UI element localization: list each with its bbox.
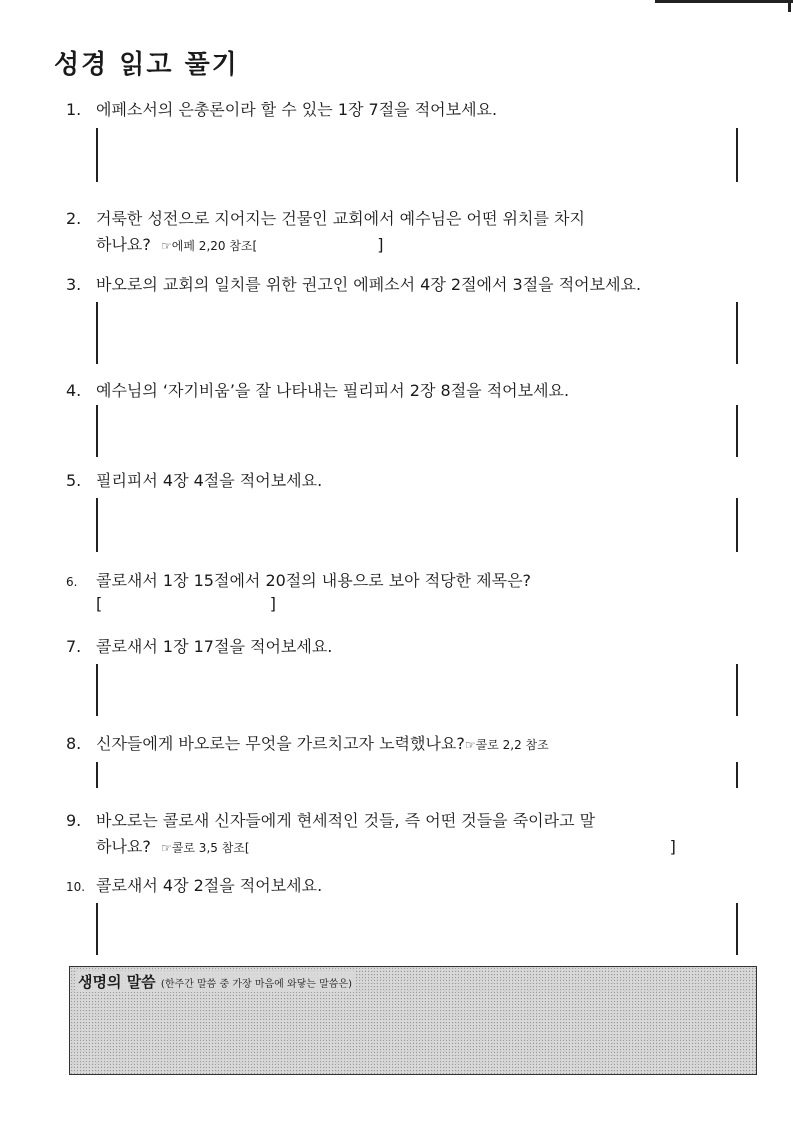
open-bracket: [ (96, 594, 103, 613)
question-number: 7. (66, 637, 82, 656)
question-number: 8. (66, 734, 82, 753)
question-2 (66, 206, 585, 259)
answer-box-4[interactable] (96, 405, 738, 457)
question-text: 신자들에게 바오로는 무엇을 가르치고자 노력했나요? (96, 734, 465, 753)
question-number: 1. (66, 100, 82, 119)
question-4 (66, 378, 569, 404)
reference-note: ☞콜로 2,2 참조 (464, 738, 549, 752)
question-10 (66, 873, 322, 900)
answer-box-3[interactable] (96, 302, 738, 364)
question-text: 바오로의 교회의 일치를 위한 권고인 에페소서 4장 2절에서 3절을 적어보세요. (96, 275, 642, 294)
answer-box-1[interactable] (96, 128, 738, 182)
question-number: 3. (66, 275, 82, 294)
question-9 (66, 808, 676, 861)
question-text: 에페소서의 은총론이라 할 수 있는 1장 7절을 적어보세요. (96, 100, 498, 119)
question-text-cont: 하나요? (96, 235, 151, 254)
question-number: 2. (66, 209, 82, 228)
question-7 (66, 634, 332, 660)
question-text-cont: 하나요? (96, 837, 151, 856)
question-number: 5. (66, 471, 82, 490)
question-8 (66, 731, 549, 758)
question-number: 9. (66, 811, 82, 830)
question-text: 바오로는 콜로새 신자들에게 현세적인 것들, 즉 어떤 것들을 죽이라고 말 (96, 811, 596, 830)
close-bracket: ] (269, 594, 276, 613)
close-bracket: ] (669, 837, 676, 856)
question-number: 4. (66, 381, 82, 400)
question-text: 콜로새서 1장 15절에서 20절의 내용으로 보아 적당한 제목은? (96, 571, 532, 590)
question-number: 10. (66, 880, 86, 894)
close-bracket: ] (377, 235, 384, 254)
question-text: 콜로새서 1장 17절을 적어보세요. (96, 637, 333, 656)
page-title: 성경 읽고 풀기 (54, 50, 239, 80)
reference-note: ☞콜로 3,5 참조[ (161, 841, 250, 855)
question-6 (66, 568, 531, 595)
word-of-life-title (76, 971, 354, 992)
corner-tick (788, 0, 791, 12)
reference-note: ☞에페 2,20 참조[ (161, 239, 258, 253)
question-text: 예수님의 ‘자기비움’을 잘 나타내는 필리피서 2장 8절을 적어보세요. (96, 381, 570, 400)
answer-box-8[interactable] (96, 762, 738, 788)
answer-box-7[interactable] (96, 664, 738, 716)
answer-box-10[interactable] (96, 903, 738, 955)
question-text: 콜로새서 4장 2절을 적어보세요. (96, 876, 323, 895)
answer-short-6[interactable] (96, 594, 276, 616)
question-text: 거룩한 성전으로 지어지는 건물인 교회에서 예수님은 어떤 위치를 차지 (96, 209, 585, 228)
word-of-life-box[interactable] (69, 966, 757, 1075)
word-of-life-subtitle: (한주간 말씀 중 가장 마음에 와닿는 말씀은) (160, 979, 353, 990)
question-5 (66, 468, 322, 494)
question-3 (66, 272, 641, 298)
question-text: 필리피서 4장 4절을 적어보세요. (96, 471, 323, 490)
corner-rule (655, 0, 793, 3)
question-number: 6. (66, 575, 78, 589)
answer-box-5[interactable] (96, 498, 738, 552)
question-1 (66, 97, 497, 123)
word-of-life-heading: 생명의 말씀 (78, 973, 156, 991)
